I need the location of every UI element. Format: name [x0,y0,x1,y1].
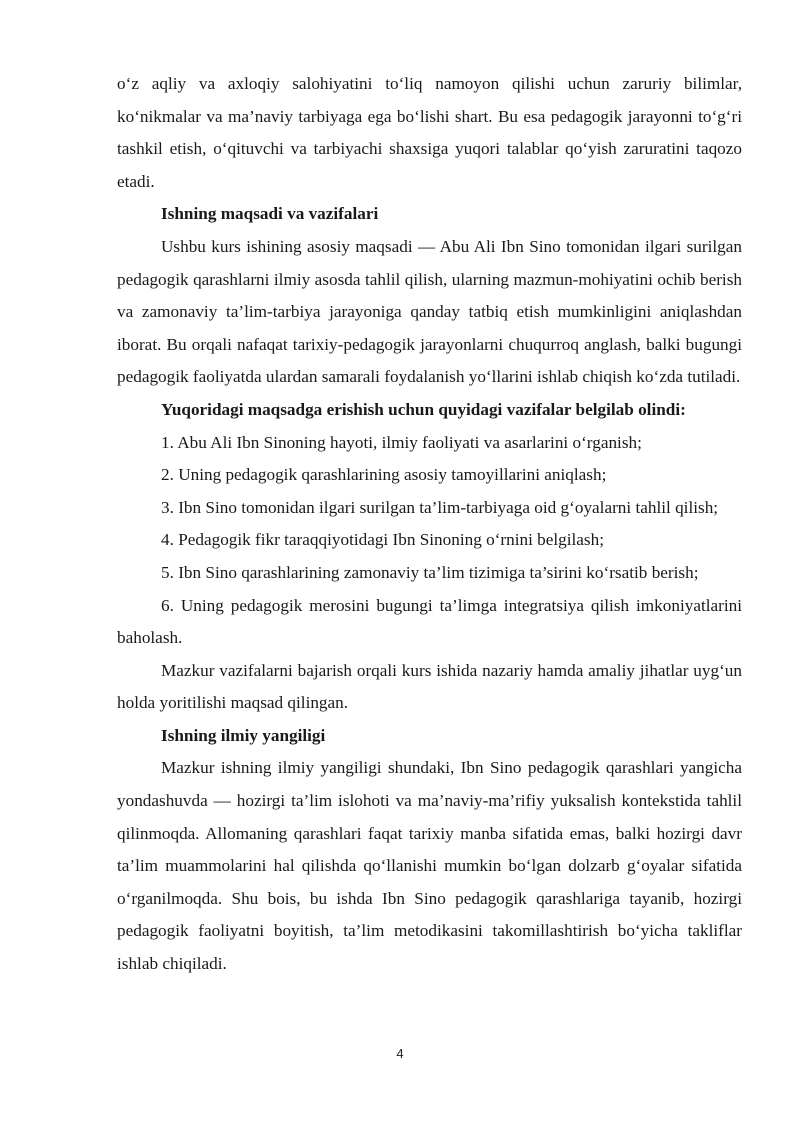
paragraph-scientific-novelty: Mazkur ishning ilmiy yangiligi shundaki, Ibn Sino pedagogik qarashlari yangicha yondashuvda — hozirgi ta’lim islohoti va ma’naviy-ma’rifiy yuksalish kontekstida tahlil qilinmoqda. Allomaning qarashlari faqat tarixiy manba sifatida emas, balki hozirgi davr ta’lim muammolarini hal qilishda qo‘llanishi mumkin bo‘lgan dolzarb g‘oyalar sifatida o‘rganilmoqda. Shu bois, bu ishda Ibn Sino pedagogik qarashlariga tayanib, hozirgi pedagogik faoliyatni boyitish, ta’lim metodikasini takomillashtirish bo‘yicha takliflar ishlab chiqiladi. [117,758,742,974]
list-item: 5. Ibn Sino qarashlarining zamonaviy ta’lim tizimiga ta’sirini ko‘rsatib berish; [161,562,699,582]
document-page [117,68,742,981]
paragraph-intro-continuation: o‘z aqliy va axloqiy salohiyatini to‘liq namoyon qilishi uchun zaruriy bilimlar, ko‘nikmalar va ma’naviy tarbiyaga ega bo‘lishi shart. Bu esa pedagogik jarayonni to‘g‘ri tashkil etish, o‘qituvchi va tarbiyachi shaxsiga yuqori talablar qo‘yish zaruratini taqozo etadi. [117,74,742,191]
list-item: 3. Ibn Sino tomonidan ilgari surilgan ta’lim-tarbiyaga oid g‘oyalarni tahlil qilish; [161,497,719,517]
list-item: 1. Abu Ali Ibn Sinoning hayoti, ilmiy faoliyati va asarlarini o‘rganish; [161,432,642,452]
list-item: 4. Pedagogik fikr taraqqiyotidagi Ibn Sinoning o‘rnini belgilash; [161,530,604,550]
list-item: 2. Uning pedagogik qarashlarining asosiy tamoyillarini aniqlash; [161,465,607,485]
page-number: 4 [396,1046,404,1061]
list-item: 6. Uning pedagogik merosini bugungi ta’limga integratsiya qilish imkoniyatlarini baholash. [117,595,742,648]
heading-goal-and-tasks: Ishning maqsadi va vazifalari [161,204,379,224]
heading-tasks-list: Yuqoridagi maqsadga erishish uchun quyidagi vazifalar belgilab olindi: [161,399,686,419]
heading-scientific-novelty: Ishning ilmiy yangiligi [161,725,326,745]
paragraph-tasks-summary: Mazkur vazifalarni bajarish orqali kurs ishida nazariy hamda amaliy jihatlar uyg‘un holda yoritilishi maqsad qilingan. [117,660,742,713]
paragraph-goal: Ushbu kurs ishining asosiy maqsadi — Abu Ali Ibn Sino tomonidan ilgari surilgan pedagogik qarashlarni ilmiy asosda tahlil qilish, ularning mazmun-mohiyatini ochib berish va zamonaviy ta’lim-tarbiya jarayoniga qanday tatbiq etish mumkinligini aniqlashdan iborat. Bu orqali nafaqat tarixiy-pedagogik jarayonlarni chuqurroq anglash, balki bugungi pedagogik faoliyatda ulardan samarali foydalanish yo‘llarini ishlab chiqish ko‘zda tutiladi. [117,236,742,387]
